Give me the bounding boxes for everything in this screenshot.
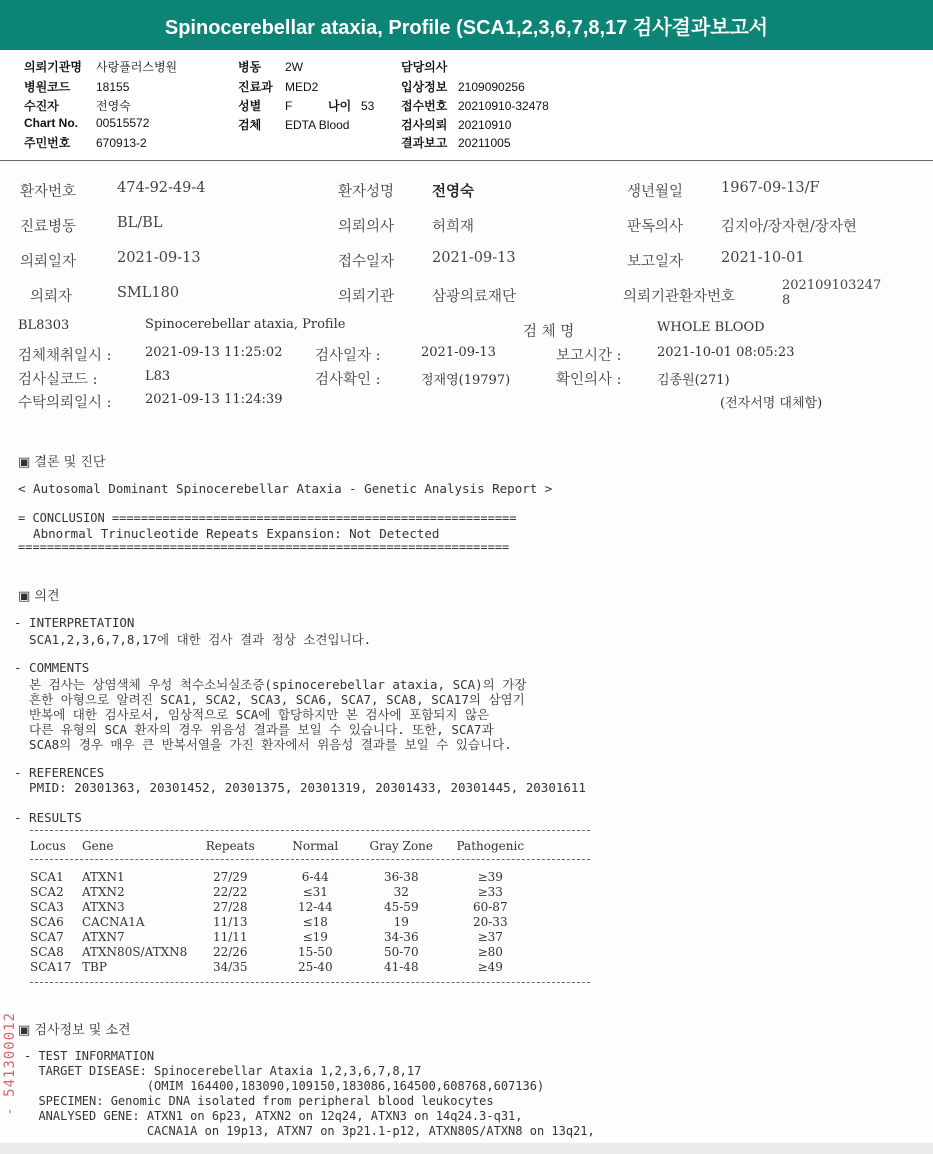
doctor-label: 확인의사 : [556,372,622,388]
header-field: Chart No. 00515572 [24,116,150,130]
report-title-bar [0,0,933,50]
patient-label: 환자번호 [20,184,77,200]
cell: SCA8 [30,944,64,959]
table-divider [30,982,590,983]
cell: 25-40 [297,959,333,974]
header-field: 병원코드 18155 [24,80,130,94]
cell: 45-59 [383,899,419,914]
testinfo-line: TARGET DISEASE: Spinocerebellar Ataxia 1,2,3,6,7,8,17 [24,1064,422,1078]
cell: ≤31 [302,884,328,899]
patient-label: 환자성명 [338,184,395,200]
patient-value: 2021-10-01 [721,250,805,266]
cell: ≥80 [477,944,503,959]
col-header: Gene [82,838,114,853]
references-text: PMID: 20301363, 20301452, 20301375, 20301319, 20301433, 20301445, 20301611 [14,780,586,795]
patient-value: 2021-09-13 [432,250,516,266]
header-field: 결과보고 20211005 [401,136,511,150]
patient-label: 진료병동 [20,219,77,235]
cell: 41-48 [383,959,419,974]
patient-value: 2021-09-13 [117,250,201,266]
table-divider [30,830,590,831]
testinfo-line: - TEST INFORMATION [24,1049,155,1063]
report-subtitle: < Autosomal Dominant Spinocerebellar Ataxia - Genetic Analysis Report > [18,481,553,496]
col-header: Locus [30,838,66,853]
cell: 27/28 [212,899,248,914]
header-field: 의뢰기관명 사랑플러스병원 [24,60,178,74]
table-row [30,869,535,884]
table-row [30,944,535,959]
cell: CACNA1A [82,914,145,929]
cell: ATXN7 [82,929,125,944]
specimen-label: 검 체 명 [523,324,575,340]
cell: 11/11 [212,929,248,944]
cell: 27/29 [212,869,248,884]
col-header: Repeats [205,838,255,853]
header-field: 수진자 전영숙 [24,99,131,113]
cell: ATXN2 [82,884,125,899]
cell: TBP [82,959,107,974]
patient-value: 김지아/장자현/장자현 [721,219,857,235]
header-field: 입상정보 2109090256 [401,80,525,94]
cell: SCA17 [30,959,72,974]
cell: 20-33 [472,914,508,929]
patient-value: 삼광의료재단 [432,289,517,305]
conclusion-text: Abnormal Trinucleotide Repeats Expansion: Not Detected [18,526,440,541]
cell: ATXN3 [82,899,125,914]
interp-text: SCA1,2,3,6,7,8,17에 대한 검사 결과 정상 소견입니다. [14,632,372,647]
patient-label: 의뢰기관 [338,289,395,305]
testdate-value: 2021-09-13 [421,345,496,360]
comment-line: 반복에 대한 검사로서, 임상적으로 SCA에 합당하지만 본 검사에 포함되지 않은 [14,707,490,722]
report-body [0,161,933,1151]
patient-value: BL/BL [117,215,163,231]
col-header: Gray Zone [369,838,434,853]
doctor-value: 김종원(271) [657,373,730,388]
testdate-label: 검사일자 : [315,348,381,364]
cell: 12-44 [297,899,333,914]
table-row [30,959,535,974]
test-name: Spinocerebellar ataxia, Profile [145,317,346,332]
comment-line: SCA8의 경우 매우 큰 반복서열을 가진 환자에서 위음성 결과를 보일 수 있습니다. [14,737,512,752]
cell: SCA1 [30,869,64,884]
comment-line: 흔한 아형으로 알려진 SCA1, SCA2, SCA3, SCA6, SCA7, SCA8, SCA17의 삼염기 [14,692,525,707]
header-field: 검사의뢰 20210910 [401,118,512,132]
cell: 22/26 [212,944,248,959]
header-field: 검체 EDTA Blood [238,118,350,132]
opinion-heading: ▣ 의견 [18,589,60,604]
reporttime-label: 보고시간 : [556,348,622,364]
cell: 32 [393,884,409,899]
collect-value: 2021-09-13 11:25:02 [145,345,283,360]
conclusion-heading: ▣ 결론 및 진단 [18,455,106,470]
header-field-age: 나이 53 [328,99,375,113]
patient-value: 474-92-49-4 [117,180,206,196]
patient-value: 허희재 [432,219,475,235]
patient-label: 보고일자 [627,254,684,270]
side-serial-number: - 541300012 [2,1012,18,1116]
patient-label: 생년월일 [627,184,684,200]
col-header: Pathogenic [456,838,525,853]
table-row [30,884,535,899]
confirm-value: 정재영(19797) [421,373,511,388]
cell: ≥49 [477,959,503,974]
table-row [30,899,535,914]
received-label: 수탁의뢰일시 : [18,395,112,411]
patient-label: 접수일자 [338,254,395,270]
conclusion-line: = CONCLUSION ======================================================== [18,511,517,525]
patient-label: 의뢰기관환자번호 [623,289,736,305]
table-row [30,914,535,929]
cell: 11/13 [212,914,248,929]
header-field: 담당의사 [401,60,448,74]
conclusion-line: ==================================================================== [18,540,510,554]
patient-value: 202109103247 8 [782,278,882,308]
table-row [30,929,535,944]
testinfo-line: SPECIMEN: Genomic DNA isolated from peripheral blood leukocytes [24,1094,494,1108]
header-field: 주민번호 670913-2 [24,136,147,150]
received-value: 2021-09-13 11:24:39 [145,392,283,407]
cell: ≥39 [477,869,503,884]
cell: ATXN80S/ATXN8 [82,944,188,959]
cell: ≤19 [302,929,328,944]
header-field: 병동 2W [238,60,303,74]
cell: ≥37 [477,929,503,944]
header-field: 성별 F [238,99,293,113]
patient-label: 의뢰의사 [338,219,395,235]
cell: ≤18 [302,914,328,929]
room-value: L83 [145,369,171,384]
testinfo-heading: ▣ 검사정보 및 소견 [18,1023,131,1038]
room-label: 검사실코드 : [18,372,98,388]
header-field: 진료과 MED2 [238,80,319,94]
cell: 34/35 [212,959,248,974]
header-info [0,50,933,160]
testinfo-line: ANALYSED GENE: ATXN1 on 6p23, ATXN2 on 12q24, ATXN3 on 14q24.3-q31, [24,1109,523,1123]
interp-title: - INTERPRETATION [14,615,135,630]
cell: 19 [393,914,409,929]
bottom-bar [0,1143,933,1154]
cell: SCA2 [30,884,64,899]
header-field: 접수번호 20210910-32478 [401,99,549,113]
testinfo-line: CACNA1A on 19p13, ATXN7 on 3p21.1-p12, ATXN80S/ATXN8 on 13q21, [24,1124,595,1138]
cell: 36-38 [383,869,419,884]
cell: SCA3 [30,899,64,914]
cell: 22/22 [212,884,248,899]
results-title: - RESULTS [14,810,82,825]
patient-label: 의뢰자 [30,289,73,305]
comment-line: 다른 유형의 SCA 환자의 경우 위음성 결과를 보일 수 있습니다. 또한, SCA7과 [14,722,494,737]
patient-label: 의뢰일자 [20,254,77,270]
comments-title: - COMMENTS [14,660,90,675]
cell: 34-36 [383,929,419,944]
specimen-value: WHOLE BLOOD [657,320,765,335]
collect-label: 검체채취일시 : [18,348,112,364]
patient-value: 1967-09-13/F [721,180,820,196]
table-header-row [30,838,535,853]
cell: 60-87 [472,899,508,914]
patient-value: SML180 [117,285,180,301]
test-code: BL8303 [18,318,70,333]
cell: 6-44 [301,869,329,884]
report-title: Spinocerebellar ataxia, Profile (SCA1,2,3,6,7,8,17 검사결과보고서 [164,17,769,39]
comment-line: 본 검사는 상염색체 우성 척수소뇌실조증(spinocerebellar ataxia, SCA)의 가장 [14,677,527,692]
confirm-label: 검사확인 : [315,372,381,388]
cell: 50-70 [383,944,419,959]
table-divider [30,859,590,860]
esign-note: (전자서명 대체함) [720,396,823,411]
cell: ≥33 [477,884,503,899]
patient-label: 판독의사 [627,219,684,235]
reporttime-value: 2021-10-01 08:05:23 [657,345,795,360]
col-header: Normal [292,838,339,853]
cell: SCA6 [30,914,64,929]
testinfo-line: (OMIM 164400,183090,109150,183086,164500,608768,607136) [24,1079,545,1093]
cell: ATXN1 [82,869,125,884]
patient-value: 전영숙 [432,183,475,200]
references-title: - REFERENCES [14,765,105,780]
cell: SCA7 [30,929,64,944]
cell: 15-50 [297,944,333,959]
